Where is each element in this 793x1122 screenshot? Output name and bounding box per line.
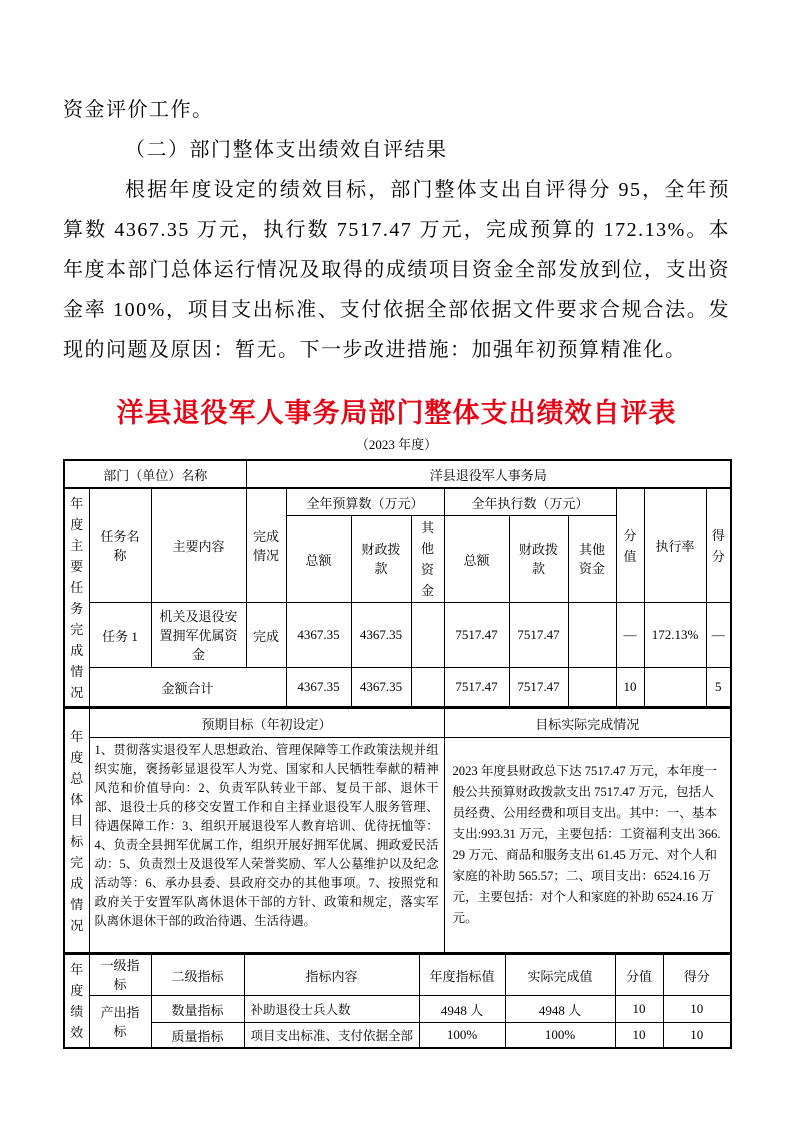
header-level1-indicator: 一级指标: [89, 954, 151, 996]
expected-goal-text: 1、贯彻落实退役军人思想政治、管理保障等工作政策法规并组织实施，褒扬彰显退役军人为党、国家和人民牺牲奉献的精神风范和价值导向：2、负责军队转业干部、复员干部、退休干部、退役士兵的移交安置工作和自主择业退役军人服务管理、待遇保障工作：3、组织开展退役军人教育培训、优待抚恤等：4、负责全县拥军优属工作，组织开展好拥军优属、拥政爱民活动：5、负责烈士及退役军人荣誉奖励、军人公墓维护以及纪念活动等：6、承办县委、县政府交办的其他事项。7、按照党和政府关于安置军队离休退休干部的方针、政策和规定，落实军队离休退休干部的政治待遇、生活待遇。: [89, 738, 444, 954]
intro-section: [63, 90, 730, 370]
level2-indicator-cell: 数量指标: [151, 996, 244, 1023]
indicator-content-cell: 项目支出标准、支付依据全部: [244, 1023, 419, 1049]
total-score: 10: [616, 668, 644, 708]
section3-row-label-text: 年度绩效: [70, 962, 84, 1040]
report-subtitle: （2023 年度）: [355, 437, 438, 452]
total-budget-fiscal: 4367.35: [351, 668, 411, 708]
header-budget-group: 全年预算数（万元）: [286, 488, 444, 516]
header-score: 分值: [616, 488, 644, 603]
task-status-cell: 完成: [246, 603, 286, 668]
section2-row-label: [64, 708, 89, 953]
actual-value-cell: 4948 人: [505, 996, 615, 1023]
header-main-content: 主要内容: [151, 488, 246, 603]
dept-name-label: 部门（单位）名称: [64, 460, 246, 488]
header-actual-value: 实际完成值: [505, 954, 615, 996]
intro-line-continuation: 资金评价工作。: [63, 99, 214, 121]
task-budget-fiscal: 4367.35: [351, 603, 411, 668]
indicator-score-cell: 10: [615, 996, 663, 1023]
task-budget-other: [411, 603, 444, 668]
header-indicator-got: 得分: [663, 954, 731, 996]
header-exec-other: 其他资金: [568, 516, 616, 603]
total-exec-rate: [644, 668, 706, 708]
task-name-cell: 任务 1: [89, 603, 151, 668]
annual-goal-table: [63, 707, 732, 954]
header-exec-fiscal: 财政拨款: [509, 516, 568, 603]
task-exec-fiscal: 7517.47: [509, 603, 568, 668]
task-exec-total: 7517.47: [444, 603, 509, 668]
performance-indicator-table: [63, 953, 732, 1049]
target-value-cell: 100%: [419, 1023, 505, 1049]
indicator-content-cell: 补助退役士兵人数: [244, 996, 419, 1023]
task-exec-rate: 172.13%: [644, 603, 706, 668]
header-indicator-content: 指标内容: [244, 954, 419, 996]
header-budget-other: 其他资金: [411, 516, 444, 603]
header-exec-total: 总额: [444, 516, 509, 603]
indicator-row-quality: [64, 1023, 731, 1049]
main-task-table: [63, 459, 732, 708]
task-exec-other: [568, 603, 616, 668]
actual-goal-text: 2023 年度县财政总下达 7517.47 万元，本年度一般公共预算财政拨款支出 7517.47 万元，包括人员经费、公用经费和项目支出。其中：一、基本支出:993.31 万元，主要包括：工资福利支出 366.29 万元、商品和服务支出 61.45 万元、对个人和家庭的补助 565.57；二、项目支出：6524.16 万元，主要包括：对个人和家庭的补助 6524.16 万元。: [444, 738, 731, 954]
task-budget-total: 4367.35: [286, 603, 351, 668]
section1-row-label-text: 年度主要任务完成情况: [70, 495, 84, 700]
expected-goal-header: 预期目标（年初设定）: [89, 708, 444, 738]
task-row: [64, 603, 731, 668]
task-got: —: [706, 603, 731, 668]
indicator-score-cell: 10: [615, 1023, 663, 1049]
header-task-name: 任务名称: [89, 488, 151, 603]
target-value-cell: 4948 人: [419, 996, 505, 1023]
total-exec-fiscal: 7517.47: [509, 668, 568, 708]
header-exec-group: 全年执行数（万元）: [444, 488, 616, 516]
header-indicator-score: 分值: [615, 954, 663, 996]
total-exec-total: 7517.47: [444, 668, 509, 708]
section3-row-label: [64, 954, 89, 1048]
header-completion: 完成情况: [246, 488, 286, 603]
intro-paragraph: 根据年度设定的绩效目标，部门整体支出自评得分 95，全年预算数 4367.35 万元，执行数 7517.47 万元，完成预算的 172.13%。本年度本部门总体运行情况及取得的成绩项目资金全部发放到位，支出资金率 100%，项目支出标准、支付依据全部依据文件要求合规合法。发现的问题及原因：暂无。下一步改进措施：加强年初预算精准化。: [63, 179, 730, 361]
total-got: 5: [706, 668, 731, 708]
task-content-cell: 机关及退役安置拥军优属资金: [151, 603, 246, 668]
total-budget-total: 4367.35: [286, 668, 351, 708]
actual-value-cell: 100%: [505, 1023, 615, 1049]
task-score: —: [616, 603, 644, 668]
header-target-value: 年度指标值: [419, 954, 505, 996]
section1-row-label: [64, 488, 89, 707]
level2-indicator-cell: 质量指标: [151, 1023, 244, 1049]
indicator-got-cell: 10: [663, 1023, 731, 1049]
indicator-got-cell: 10: [663, 996, 731, 1023]
amount-total-label: 金额合计: [89, 668, 286, 708]
section2-row-label-text: 年度总体目标完成情况: [70, 728, 84, 933]
level1-indicator-value: 产出指标: [89, 996, 151, 1049]
indicator-row-quantity: [64, 996, 731, 1023]
report-title: 洋县退役军人事务局部门整体支出绩效自评表: [116, 398, 677, 428]
section-heading: （二）部门整体支出绩效自评结果: [125, 139, 448, 161]
dept-name-value: 洋县退役军人事务局: [246, 460, 731, 488]
header-budget-total: 总额: [286, 516, 351, 603]
actual-goal-header: 目标实际完成情况: [444, 708, 731, 738]
amount-total-row: [64, 668, 731, 708]
header-budget-fiscal: 财政拨款: [351, 516, 411, 603]
header-got: 得分: [706, 488, 731, 603]
header-level2-indicator: 二级指标: [151, 954, 244, 996]
total-exec-other: [568, 668, 616, 708]
header-exec-rate: 执行率: [644, 488, 706, 603]
total-budget-other: [411, 668, 444, 708]
